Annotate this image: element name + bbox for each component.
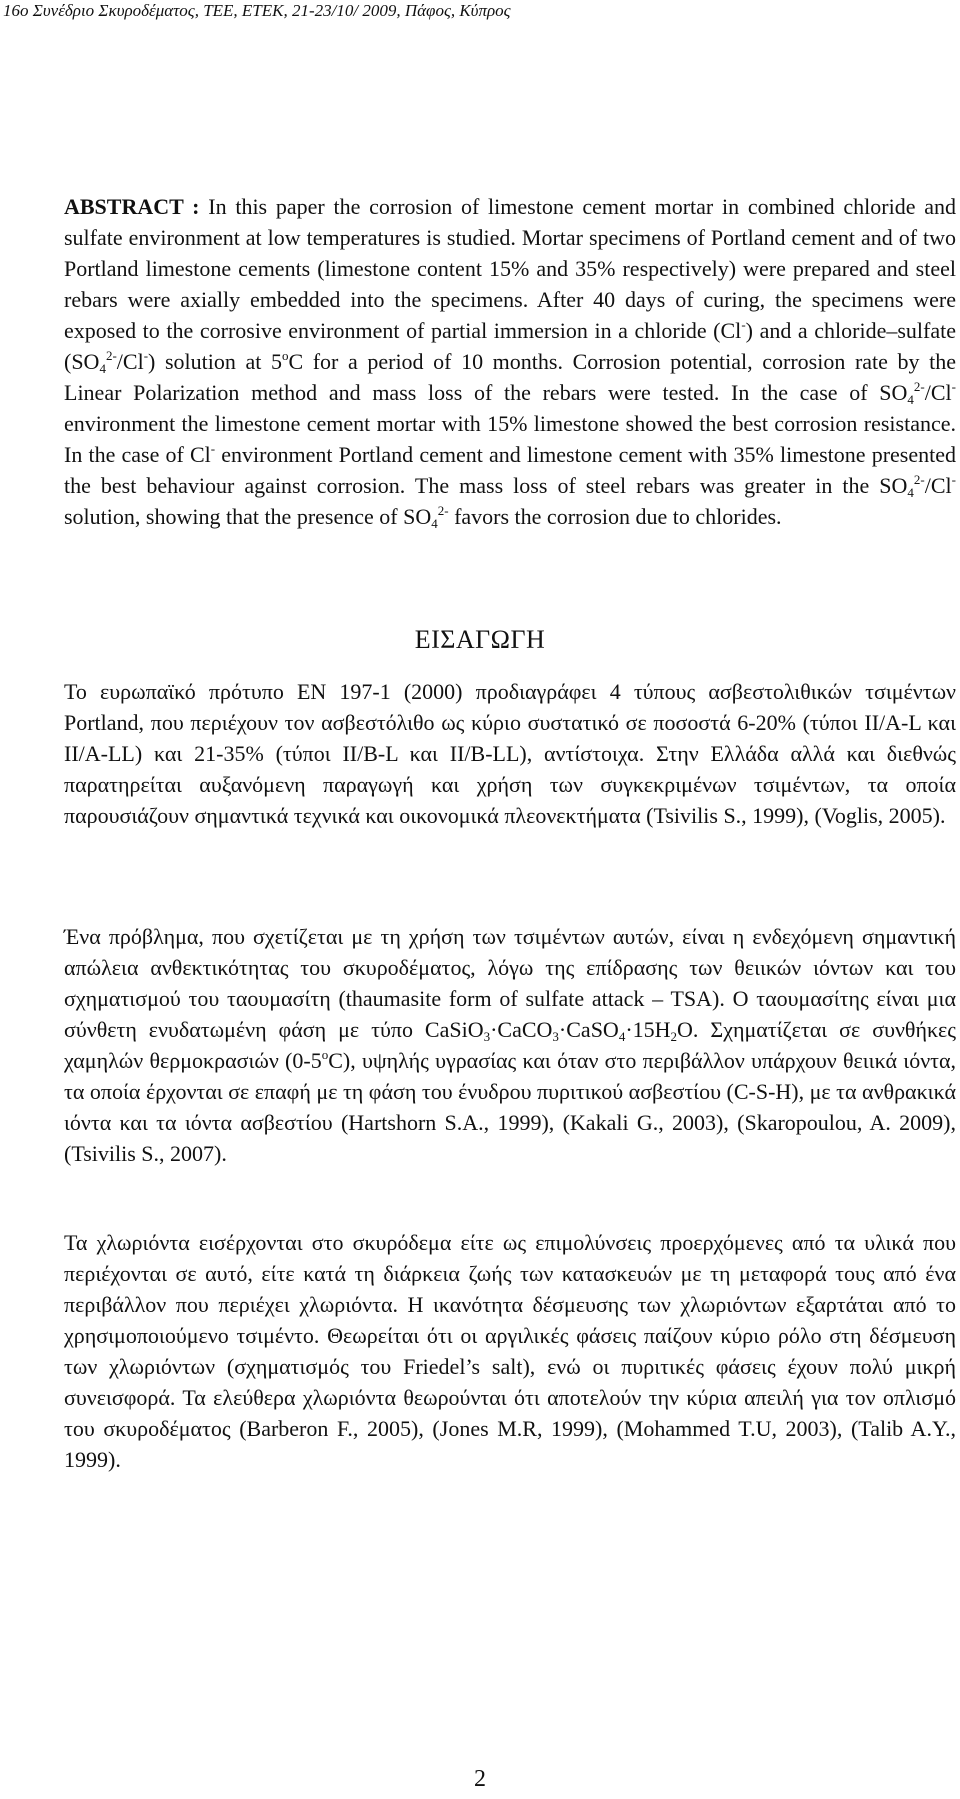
intro-paragraph-1: Το ευρωπαϊκό πρότυπο EN 197-1 (2000) προδιαγράφει 4 τύπους ασβεστολιθικών τσιμέντων Portland, που περιέχουν τον ασβεστόλιθο ως κύριο συστατικό σε ποσοστά 6-20% (τύποι II/A-L και II/A-LL) και 21-35% (τύποι II/B-L και II/B-LL), αντίστοιχα. Στην Ελλάδα αλλά και διεθνώς παρατηρείται αυξανόμενη παραγωγή και χρήση των συγκεκριμένων τσιμέντων, τα οποία παρουσιάζουν σημαντικά τεχνικά και οικονομικά πλεονεκτήματα (Tsivilis S., 1999), (Voglis, 2005).	[64, 679, 956, 828]
running-header: 16ο Συνέδριο Σκυροδέματος, ΤΕΕ, ΕΤΕΚ, 21-23/10/ 2009, Πάφος, Κύπρος	[3, 1, 511, 20]
abstract-text: ) solution at 5	[148, 349, 282, 374]
superscript: o	[281, 348, 289, 363]
superscript: 2-	[913, 472, 925, 487]
subscript: 4	[907, 392, 914, 407]
superscript: -	[143, 348, 149, 363]
superscript: o	[321, 1047, 329, 1062]
subscript: 3	[552, 1029, 559, 1044]
paragraph-text: C), υψηλής υγρασίας και όταν στο περιβάλλον υπάρχουν θειικά ιόντα, τα οποία έρχονται σε επαφή με τη φάση του ένυδρου πυριτικού ασβεστίου (C-S-H), με τα ανθρακικά ιόντα και τα ιόντα ασβεστίου (Hartshorn S.A., 1999), (Kakali G., 2003), (Skaropoulou, A. 2009), (Tsivilis S., 2007).	[64, 1048, 957, 1166]
superscript: -	[951, 472, 956, 487]
paragraph-text: CaSO	[566, 1017, 619, 1042]
superscript: 2-	[913, 379, 925, 394]
abstract-text: In this paper the corrosion of limestone cement mortar in combined chloride and sulfate environment at low temperatures is studied. Mortar specimens of Portland cement and of two Portland limestone cements (limestone content 15% and 35% respectively) were prepared and steel rebars were axially embedded into the specimens. After 40 days of curing, the specimens were exposed to the corrosive environment of partial immersion in a chloride (Cl	[64, 194, 956, 343]
abstract-text: solution, showing that the presence of SO	[64, 504, 432, 529]
superscript: -	[210, 441, 216, 456]
abstract-paragraph	[64, 191, 956, 532]
subscript: 4	[431, 516, 438, 531]
abstract-text: favors the corrosion due to chlorides.	[448, 504, 782, 529]
abstract-text: /Cl	[116, 349, 144, 374]
abstract-text: environment the limestone cement mortar with 15% limestone showed the best corrosion resistance. In the case of Cl	[64, 411, 956, 467]
intro-paragraph-3: Τα χλωριόντα εισέρχονται στο σκυρόδεμα είτε ως επιμολύνσεις προερχόμενες από τα υλικά που περιέχονται σε αυτό, είτε κατά τη διάρκεια ζωής των κατασκευών με τη μεταφορά τους από ένα περιβάλλον που περιέχει χλωριόντα. Η ικανότητα δέσμευσης των χλωριόντων εξαρτάται από το χρησιμοποιούμενο τσιμέντο. Θεωρείται ότι οι αργιλικές φάσεις παίζουν κύριο ρόλο στη δέσμευση των χλωριόντων (σχηματισμός του Friedel’s salt), ενώ οι πυριτικές φάσεις έχουν πολύ μικρή συνεισφορά. Τα ελεύθερα χλωριόντα θεωρούνται ότι αποτελούν την κύρια απειλή για τον οπλισμό του σκυροδέματος (Barberon F., 2005), (Jones M.R, 1999), (Mohammed T.U, 2003), (Talib A.Y., 1999).	[64, 1230, 956, 1472]
subscript: 4	[99, 361, 106, 376]
paragraph-text: 15H	[632, 1017, 671, 1042]
superscript: -	[741, 317, 746, 332]
superscript: 2-	[437, 503, 449, 518]
intro-paragraph-2	[64, 921, 956, 1169]
middle-dot: ·	[558, 1017, 567, 1042]
middle-dot: ·	[625, 1017, 633, 1042]
subscript: 4	[618, 1029, 626, 1044]
abstract-text: C for a period of 10 months. Corrosion potential, corrosion rate by the Linear Polarization method and mass loss of the rebars were tested. In the case of SO	[64, 349, 956, 405]
subscript: 3	[483, 1029, 491, 1044]
abstract-label: ABSTRACT :	[64, 194, 200, 219]
abstract-text: environment Portland cement and limestone cement with 35% limestone presented the best behaviour against corrosion. The mass loss of steel rebars was greater in the SO	[64, 442, 957, 498]
superscript: -	[951, 379, 956, 394]
middle-dot: ·	[490, 1017, 498, 1042]
superscript: 2-	[105, 348, 117, 363]
paragraph-text: O. Σχηματίζεται σε συνθήκες χαμηλών θερμοκρασιών (0-5	[64, 1017, 956, 1073]
abstract-text: /Cl	[924, 380, 952, 405]
abstract-text: ) and a chloride–sulfate (SO	[64, 318, 957, 374]
paragraph-text: Ένα πρόβλημα, που σχετίζεται με τη χρήση των τσιμέντων αυτών, είναι η ενδεχόμενη σημαντική απώλεια ανθεκτικότητας του σκυροδέματος, λόγω της επίδρασης των θειικών ιόντων και του σχηματισμού του ταουμασίτη (thaumasite form of sulfate attack – TSA). Ο ταουμασίτης είναι μια σύνθετη ενυδατωμένη φάση με τύπο CaSiO	[64, 924, 956, 1042]
abstract-text: /Cl	[924, 473, 952, 498]
subscript: 4	[907, 485, 914, 500]
paragraph-text: CaCO	[497, 1017, 553, 1042]
section-title: ΕΙΣΑΓΩΓΗ	[414, 625, 546, 654]
subscript: 2	[670, 1029, 678, 1044]
page-number: 2	[474, 1766, 486, 1792]
